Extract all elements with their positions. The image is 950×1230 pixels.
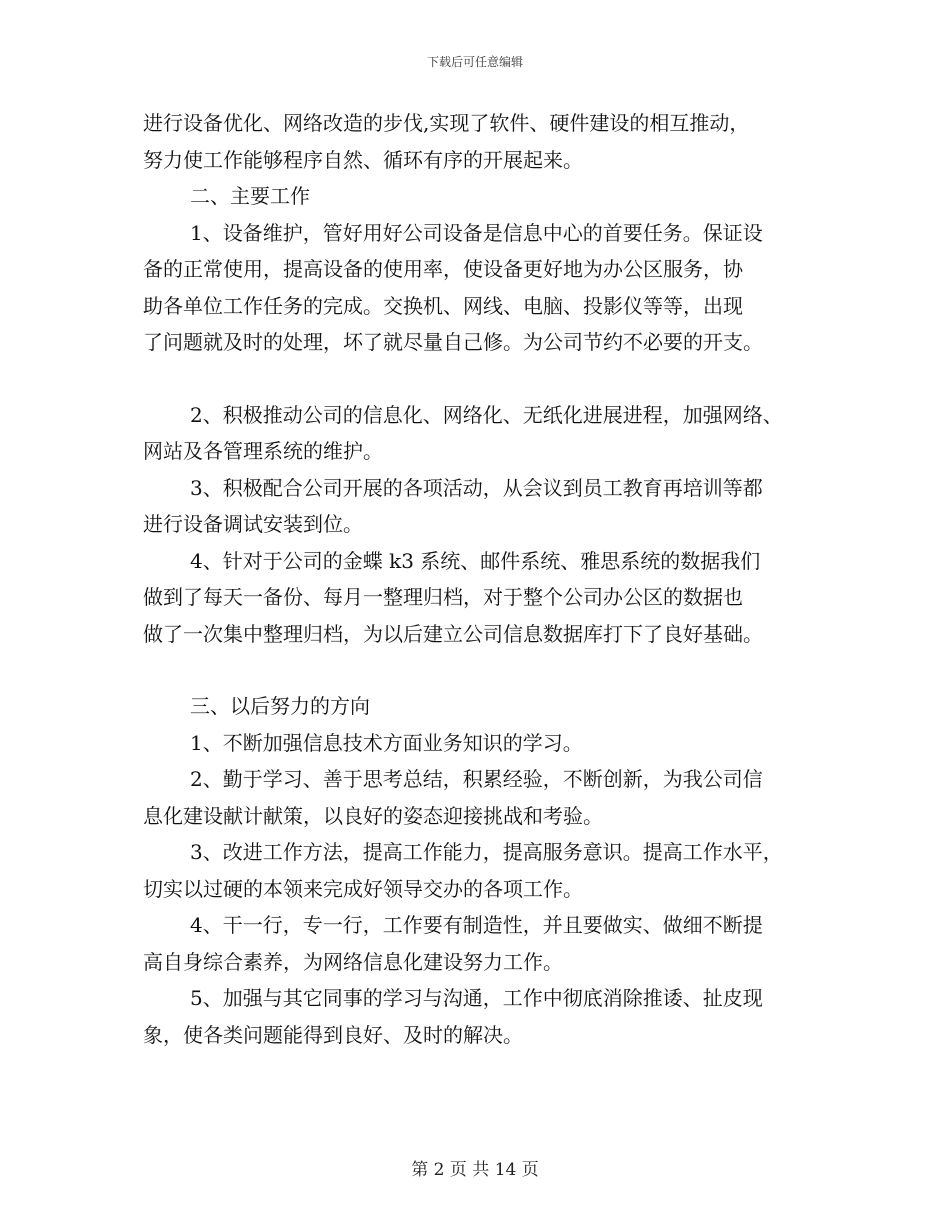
text-line: 2、勤于学习、善于思考总结，积累经验，不断创新，为我公司信 <box>190 767 763 791</box>
text-line: 1、不断加强信息技术方面业务知识的学习。 <box>190 730 583 755</box>
text-line: 5、加强与其它同事的学习与沟通，工作中彻底消除推诿、扯皮现 <box>190 986 763 1010</box>
paragraph <box>143 470 833 543</box>
paragraph <box>143 543 833 653</box>
text-line: 二、主要工作 <box>190 184 310 208</box>
text-line: 进行设备调试安装到位。 <box>143 512 363 536</box>
text-line: 进行设备优化、网络改造的步伐,实现了软件、硬件建设的相互推动， <box>143 111 750 135</box>
paragraph-gap <box>143 652 833 688</box>
text-line: 备的正常使用，提高设备的使用率，使设备更好地为办公区服务，协 <box>143 257 743 281</box>
page-header: 下载后可任意编辑 <box>426 55 523 69</box>
text-line: 了问题就及时的处理，坏了就尽量自己修。为公司节约不必要的开支。 <box>143 330 763 354</box>
text-line: 2、积极推动公司的信息化、网络化、无纸化进展进程，加强网络、 <box>190 402 783 427</box>
text-line: 3、改进工作方法，提高工作能力，提高服务意识。提高工作水平， <box>190 840 783 864</box>
text-line: 做到了每天一备份、每月一整理归档，对于整个公司办公区的数据也 <box>143 585 743 609</box>
paragraph <box>143 397 833 470</box>
paragraph <box>143 761 833 834</box>
paragraph <box>143 105 833 178</box>
section-heading <box>143 178 833 215</box>
text-line: 1、设备维护，管好用好公司设备是信息中心的首要任务。保证设 <box>190 220 763 245</box>
text-line: 4、针对于公司的金蝶 k3 系统、邮件系统、雅思系统的数据我们 <box>190 548 761 573</box>
text-line: 三、以后努力的方向 <box>190 694 370 718</box>
text-line: 3、积极配合公司开展的各项活动，从会议到员工教育再培训等都 <box>190 475 763 500</box>
text-line: 象，使各类问题能得到良好、及时的解决。 <box>143 1022 523 1047</box>
text-line: 努力使工作能够程序自然、循环有序的开展起来。 <box>143 147 583 172</box>
paragraph <box>143 725 833 762</box>
paragraph <box>143 980 833 1053</box>
paragraph <box>143 834 833 907</box>
text-line: 助各单位工作任务的完成。交换机、网线、电脑、投影仪等等，出现 <box>143 293 743 318</box>
text-line: 切实以过硬的本领来完成好领导交办的各项工作。 <box>143 876 583 901</box>
text-line: 息化建设献计献策，以良好的姿态迎接挑战和考验。 <box>143 803 603 828</box>
paragraph <box>143 215 833 361</box>
text-line: 做了一次集中整理归档，为以后建立公司信息数据库打下了良好基础。 <box>143 621 763 646</box>
text-line: 网站及各管理系统的维护。 <box>143 439 383 463</box>
section-heading <box>143 688 833 725</box>
text-line: 高自身综合素养，为网络信息化建设努力工作。 <box>143 949 563 974</box>
page-number-footer: 第 2 页 共 14 页 <box>411 1160 539 1180</box>
document-body <box>143 105 833 1053</box>
paragraph-gap <box>143 361 833 397</box>
text-line: 4、干一行，专一行，工作要有制造性，并且要做实、做细不断提 <box>190 913 763 937</box>
paragraph <box>143 907 833 980</box>
